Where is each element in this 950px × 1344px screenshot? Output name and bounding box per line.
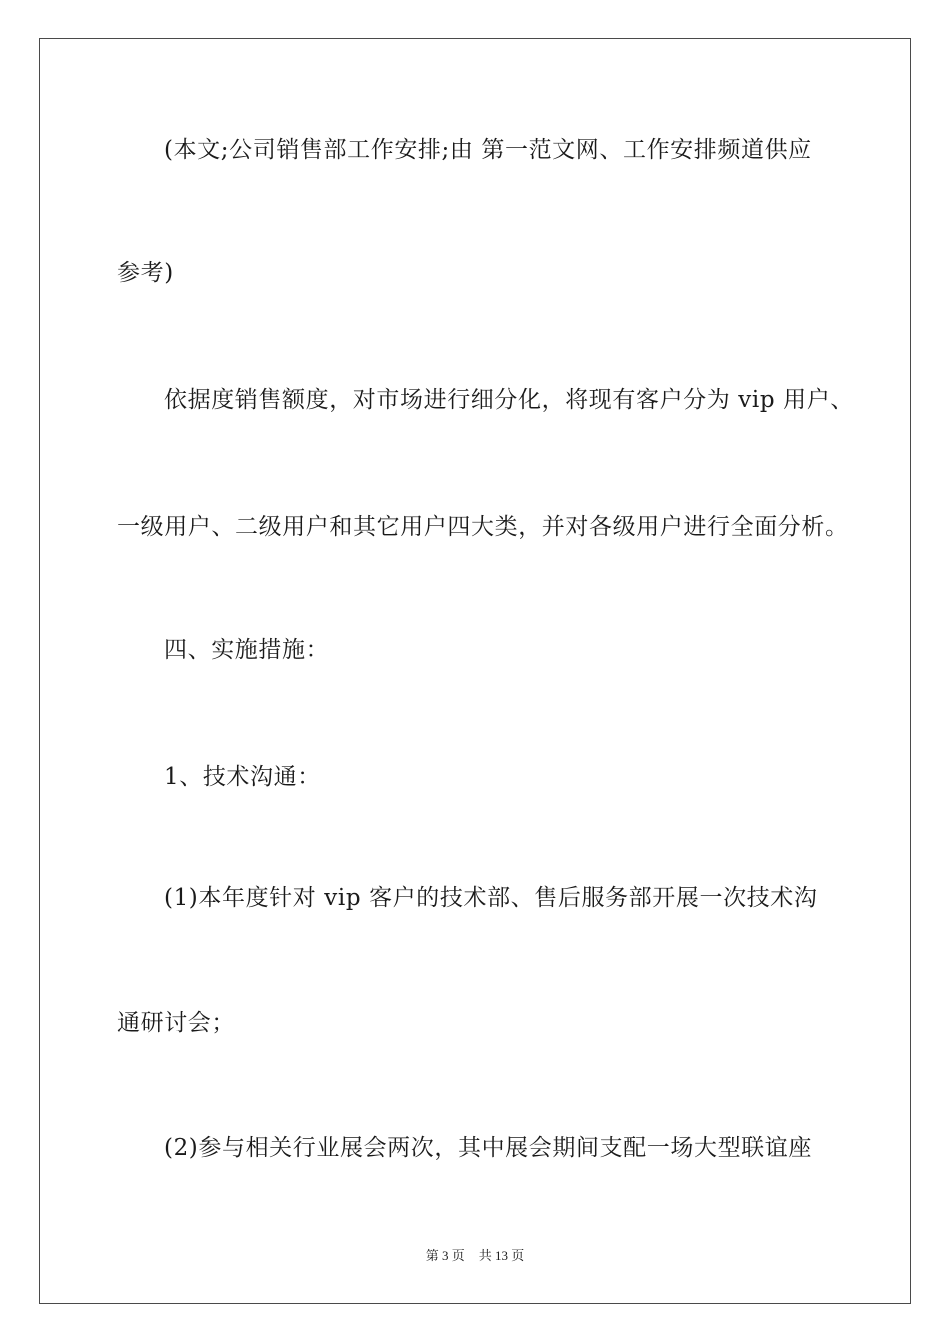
paragraph-line: (本文;公司销售部工作安排;由 第一范文网、工作安排频道供应 xyxy=(164,137,812,163)
paragraph-line: (1)本年度针对 vip 客户的技术部、售后服务部开展一次技术沟 xyxy=(164,885,818,911)
page-number: 第 3 页 xyxy=(425,1248,465,1263)
page-border xyxy=(39,38,911,1304)
paragraph-line: 参考) xyxy=(117,260,174,286)
paragraph-line: (2)参与相关行业展会两次，其中展会期间支配一场大型联谊座 xyxy=(164,1135,812,1161)
paragraph-line: 通研讨会； xyxy=(117,1010,235,1036)
paragraph-line: 一级用户、二级用户和其它用户四大类，并对各级用户进行全面分析。 xyxy=(117,514,849,540)
subsection-heading: 1、技术沟通： xyxy=(164,764,321,790)
paragraph-line: 依据度销售额度，对市场进行细分化，将现有客户分为 vip 用户、 xyxy=(164,387,854,413)
section-heading: 四、实施措施： xyxy=(164,637,330,663)
page-footer xyxy=(0,1247,950,1265)
page-total: 共 13 页 xyxy=(478,1248,525,1263)
